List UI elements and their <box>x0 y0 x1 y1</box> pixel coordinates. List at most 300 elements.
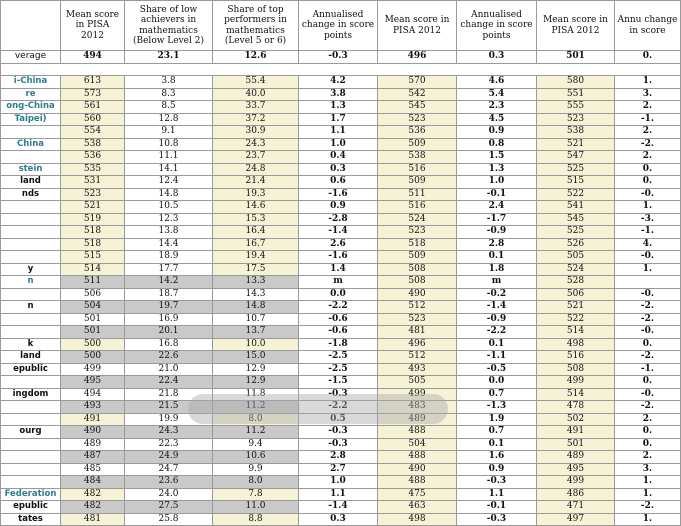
cell-read-trend: -0.2 <box>457 288 537 301</box>
country-row <box>1 251 681 264</box>
cell-math-mean: 573 <box>61 88 125 101</box>
country-row <box>1 376 681 389</box>
cell-math-mean: 490 <box>61 426 125 439</box>
oecd-math-low: 23.1 <box>125 51 213 64</box>
country-row <box>1 363 681 376</box>
cell-read-mean: 475 <box>378 488 457 501</box>
cell-math-low: 22.4 <box>125 376 213 389</box>
cell-math-low: 19.7 <box>125 301 213 314</box>
cell-read-mean: 509 <box>378 138 457 151</box>
cell-sci-mean: 478 <box>537 401 615 414</box>
cell-math-mean: 531 <box>61 176 125 189</box>
cell-math-low: 21.8 <box>125 388 213 401</box>
cell-sci-trend: -0. <box>615 251 681 264</box>
cell-math-mean: 491 <box>61 413 125 426</box>
cell-math-mean: 514 <box>61 263 125 276</box>
cell-math-mean: 485 <box>61 463 125 476</box>
cell-math-top: 15.3 <box>213 213 299 226</box>
cell-math-mean: 536 <box>61 151 125 164</box>
cell-math-low: 14.4 <box>125 238 213 251</box>
cell-read-mean: 488 <box>378 476 457 489</box>
country-name <box>1 438 61 451</box>
cell-math-low: 21.5 <box>125 401 213 414</box>
cell-math-mean: 500 <box>61 351 125 364</box>
cell-sci-trend: -2. <box>615 501 681 514</box>
country-row <box>1 276 681 289</box>
cell-math-mean: 484 <box>61 476 125 489</box>
cell-sci-mean: 521 <box>537 301 615 314</box>
header-math-top-performers: Share of top performers in mathematics (Level 5 or 6) <box>213 1 299 51</box>
country-row <box>1 126 681 139</box>
cell-sci-trend: 3. <box>615 463 681 476</box>
country-name <box>1 288 61 301</box>
cell-sci-trend: -0. <box>615 288 681 301</box>
cell-math-low: 22.6 <box>125 351 213 364</box>
country-name: stein <box>1 163 61 176</box>
cell-sci-mean: 524 <box>537 263 615 276</box>
cell-math-low: 14.1 <box>125 163 213 176</box>
cell-math-trend: -1.4 <box>299 501 378 514</box>
cell-math-low: 12.8 <box>125 113 213 126</box>
cell-math-low: 19.9 <box>125 413 213 426</box>
cell-math-mean: 511 <box>61 276 125 289</box>
cell-sci-mean: 547 <box>537 151 615 164</box>
country-row <box>1 426 681 439</box>
cell-math-low: 16.8 <box>125 338 213 351</box>
country-row <box>1 101 681 114</box>
cell-math-top: 12.9 <box>213 376 299 389</box>
cell-sci-trend: 2. <box>615 126 681 139</box>
cell-math-mean: 518 <box>61 226 125 239</box>
country-name: ourg <box>1 426 61 439</box>
cell-sci-mean: 525 <box>537 226 615 239</box>
cell-read-mean: 536 <box>378 126 457 139</box>
cell-read-trend: 0.7 <box>457 426 537 439</box>
cell-read-mean: 505 <box>378 376 457 389</box>
country-name <box>1 201 61 214</box>
cell-math-top: 30.9 <box>213 126 299 139</box>
cell-math-trend: 2.8 <box>299 451 378 464</box>
cell-read-mean: 538 <box>378 151 457 164</box>
cell-math-trend: 1.7 <box>299 113 378 126</box>
cell-sci-mean: 521 <box>537 138 615 151</box>
oecd-math-mean: 494 <box>61 51 125 64</box>
cell-math-mean: 493 <box>61 401 125 414</box>
cell-math-mean: 482 <box>61 488 125 501</box>
country-name: epublic <box>1 501 61 514</box>
cell-math-mean: 518 <box>61 238 125 251</box>
cell-read-trend: 1.0 <box>457 176 537 189</box>
cell-math-trend: -0.3 <box>299 438 378 451</box>
cell-sci-mean: 495 <box>537 463 615 476</box>
cell-math-mean: 481 <box>61 513 125 526</box>
cell-math-low: 24.0 <box>125 488 213 501</box>
country-name: nds <box>1 188 61 201</box>
cell-math-top: 8.8 <box>213 513 299 526</box>
header-science-mean: Mean score in PISA 2012 <box>537 1 615 51</box>
country-row <box>1 463 681 476</box>
cell-read-trend: 2.4 <box>457 201 537 214</box>
cell-math-low: 18.9 <box>125 251 213 264</box>
cell-read-trend: -1.4 <box>457 301 537 314</box>
cell-math-top: 10.6 <box>213 451 299 464</box>
cell-read-trend: -0.5 <box>457 363 537 376</box>
cell-math-trend: 0.5 <box>299 413 378 426</box>
cell-sci-trend: 0. <box>615 338 681 351</box>
cell-math-trend: -2.5 <box>299 351 378 364</box>
cell-math-low: 27.5 <box>125 501 213 514</box>
cell-math-trend: -0.3 <box>299 426 378 439</box>
country-name: tates <box>1 513 61 526</box>
cell-math-top: 7.8 <box>213 488 299 501</box>
cell-sci-mean: 486 <box>537 488 615 501</box>
cell-read-trend: -0.3 <box>457 513 537 526</box>
cell-read-trend: 0.1 <box>457 438 537 451</box>
cell-math-mean: 487 <box>61 451 125 464</box>
cell-math-low: 24.9 <box>125 451 213 464</box>
cell-math-top: 8.0 <box>213 413 299 426</box>
cell-math-low: 8.3 <box>125 88 213 101</box>
country-name: land <box>1 351 61 364</box>
cell-read-trend: 0.0 <box>457 376 537 389</box>
cell-math-low: 11.1 <box>125 151 213 164</box>
cell-sci-trend: 1. <box>615 263 681 276</box>
cell-math-trend: 0.9 <box>299 201 378 214</box>
oecd-read-mean: 496 <box>378 51 457 64</box>
cell-sci-trend: 1. <box>615 513 681 526</box>
cell-read-mean: 512 <box>378 351 457 364</box>
cell-math-mean: 494 <box>61 388 125 401</box>
cell-read-trend: m <box>457 276 537 289</box>
header-math-mean: Mean score in PISA 2012 <box>61 1 125 51</box>
cell-sci-mean: 491 <box>537 426 615 439</box>
cell-math-mean: 489 <box>61 438 125 451</box>
cell-sci-trend: 1. <box>615 488 681 501</box>
cell-read-trend: 1.1 <box>457 488 537 501</box>
cell-math-top: 11.0 <box>213 501 299 514</box>
country-row <box>1 188 681 201</box>
header-reading-trend: Annualised change in score points <box>457 1 537 51</box>
cell-math-trend: m <box>299 276 378 289</box>
country-row <box>1 313 681 326</box>
cell-math-mean: 560 <box>61 113 125 126</box>
oecd-average-label: verage <box>1 51 61 64</box>
cell-math-low: 13.8 <box>125 226 213 239</box>
cell-math-low: 20.1 <box>125 326 213 339</box>
cell-read-trend: 0.9 <box>457 463 537 476</box>
cell-read-mean: 490 <box>378 288 457 301</box>
country-row <box>1 513 681 526</box>
country-name <box>1 463 61 476</box>
country-row <box>1 88 681 101</box>
country-row <box>1 476 681 489</box>
cell-math-top: 19.3 <box>213 188 299 201</box>
cell-sci-trend: 1. <box>615 201 681 214</box>
cell-math-top: 11.2 <box>213 426 299 439</box>
cell-math-trend: -1.6 <box>299 188 378 201</box>
cell-read-mean: 512 <box>378 301 457 314</box>
cell-math-trend: -1.6 <box>299 251 378 264</box>
cell-sci-trend: -0. <box>615 188 681 201</box>
cell-math-trend: -0.6 <box>299 313 378 326</box>
cell-sci-trend: 2. <box>615 413 681 426</box>
cell-read-trend: 0.7 <box>457 388 537 401</box>
cell-math-top: 8.0 <box>213 476 299 489</box>
cell-math-top: 40.0 <box>213 88 299 101</box>
cell-math-trend: -2.2 <box>299 401 378 414</box>
cell-math-trend: 0.3 <box>299 163 378 176</box>
cell-read-mean: 481 <box>378 326 457 339</box>
oecd-math-trend: -0.3 <box>299 51 378 64</box>
cell-math-top: 9.4 <box>213 438 299 451</box>
cell-math-top: 9.9 <box>213 463 299 476</box>
cell-read-trend: 0.1 <box>457 251 537 264</box>
cell-sci-mean: 514 <box>537 388 615 401</box>
header-row <box>1 1 681 51</box>
cell-sci-trend: -3. <box>615 213 681 226</box>
cell-read-mean: 518 <box>378 238 457 251</box>
cell-read-mean: 489 <box>378 413 457 426</box>
cell-sci-mean: 501 <box>537 438 615 451</box>
country-row <box>1 151 681 164</box>
cell-math-trend: 3.8 <box>299 88 378 101</box>
country-row <box>1 163 681 176</box>
cell-math-top: 13.3 <box>213 276 299 289</box>
video-control-overlay <box>188 394 448 424</box>
country-name: i-China <box>1 76 61 89</box>
oecd-read-trend: 0.3 <box>457 51 537 64</box>
cell-read-trend: 2.3 <box>457 101 537 114</box>
cell-read-mean: 524 <box>378 213 457 226</box>
cell-sci-trend: 1. <box>615 476 681 489</box>
cell-math-low: 24.3 <box>125 426 213 439</box>
cell-math-trend: -2.2 <box>299 301 378 314</box>
cell-math-mean: 561 <box>61 101 125 114</box>
cell-sci-trend: 2. <box>615 101 681 114</box>
cell-sci-trend: 2. <box>615 451 681 464</box>
cell-math-top: 21.4 <box>213 176 299 189</box>
cell-sci-mean: 514 <box>537 326 615 339</box>
country-name: n <box>1 276 61 289</box>
country-name <box>1 251 61 264</box>
cell-sci-mean: 499 <box>537 376 615 389</box>
cell-read-trend: 4.6 <box>457 76 537 89</box>
country-row <box>1 288 681 301</box>
cell-math-low: 23.6 <box>125 476 213 489</box>
cell-math-low: 8.5 <box>125 101 213 114</box>
cell-math-low: 21.0 <box>125 363 213 376</box>
country-name <box>1 213 61 226</box>
country-name <box>1 376 61 389</box>
cell-math-low: 12.4 <box>125 176 213 189</box>
cell-sci-mean: 502 <box>537 413 615 426</box>
country-row <box>1 176 681 189</box>
cell-sci-mean: 526 <box>537 238 615 251</box>
cell-read-trend: 0.8 <box>457 138 537 151</box>
cell-math-top: 37.2 <box>213 113 299 126</box>
cell-math-top: 23.7 <box>213 151 299 164</box>
cell-math-mean: 535 <box>61 163 125 176</box>
cell-math-low: 18.7 <box>125 288 213 301</box>
cell-read-trend: 0.9 <box>457 126 537 139</box>
country-name: Taipei) <box>1 113 61 126</box>
cell-math-top: 11.8 <box>213 388 299 401</box>
country-name <box>1 451 61 464</box>
cell-math-top: 14.8 <box>213 301 299 314</box>
country-row <box>1 138 681 151</box>
oecd-math-top: 12.6 <box>213 51 299 64</box>
cell-read-mean: 490 <box>378 463 457 476</box>
cell-math-trend: -2.8 <box>299 213 378 226</box>
cell-read-trend: 4.5 <box>457 113 537 126</box>
cell-math-top: 33.7 <box>213 101 299 114</box>
cell-math-top: 15.0 <box>213 351 299 364</box>
cell-read-mean: 493 <box>378 363 457 376</box>
cell-math-trend: 1.3 <box>299 101 378 114</box>
country-row <box>1 201 681 214</box>
cell-math-trend: -1.4 <box>299 226 378 239</box>
cell-read-trend: 1.6 <box>457 451 537 464</box>
country-name <box>1 476 61 489</box>
cell-math-trend: 0.6 <box>299 176 378 189</box>
country-row <box>1 338 681 351</box>
country-name <box>1 126 61 139</box>
cell-read-trend: 1.8 <box>457 263 537 276</box>
cell-read-trend: -0.1 <box>457 188 537 201</box>
cell-sci-mean: 497 <box>537 513 615 526</box>
cell-sci-mean: 525 <box>537 163 615 176</box>
cell-sci-trend: 0. <box>615 176 681 189</box>
cell-math-top: 16.7 <box>213 238 299 251</box>
cell-sci-mean: 522 <box>537 313 615 326</box>
country-row <box>1 501 681 514</box>
country-name <box>1 151 61 164</box>
country-row <box>1 76 681 89</box>
cell-sci-mean: 555 <box>537 101 615 114</box>
cell-math-low: 10.5 <box>125 201 213 214</box>
cell-sci-trend: 0. <box>615 438 681 451</box>
cell-sci-mean: 506 <box>537 288 615 301</box>
cell-math-trend: -1.8 <box>299 338 378 351</box>
cell-math-low: 14.2 <box>125 276 213 289</box>
header-country <box>1 1 61 51</box>
header-math-trend: Annualised change in score points <box>299 1 378 51</box>
cell-read-mean: 488 <box>378 451 457 464</box>
cell-read-mean: 523 <box>378 226 457 239</box>
cell-sci-mean: 508 <box>537 363 615 376</box>
country-row <box>1 438 681 451</box>
cell-read-mean: 508 <box>378 263 457 276</box>
cell-math-low: 16.9 <box>125 313 213 326</box>
country-row <box>1 326 681 339</box>
country-name <box>1 413 61 426</box>
cell-read-trend: -1.3 <box>457 401 537 414</box>
cell-math-trend: 4.2 <box>299 76 378 89</box>
cell-math-mean: 482 <box>61 501 125 514</box>
country-name: y <box>1 263 61 276</box>
cell-math-mean: 538 <box>61 138 125 151</box>
country-name <box>1 226 61 239</box>
cell-read-trend: 5.4 <box>457 88 537 101</box>
cell-math-top: 19.4 <box>213 251 299 264</box>
cell-read-mean: 516 <box>378 201 457 214</box>
cell-math-trend: 2.7 <box>299 463 378 476</box>
cell-math-mean: 554 <box>61 126 125 139</box>
cell-sci-mean: 528 <box>537 276 615 289</box>
cell-read-trend: 2.8 <box>457 238 537 251</box>
cell-sci-mean: 538 <box>537 126 615 139</box>
cell-sci-mean: 545 <box>537 213 615 226</box>
header-reading-mean: Mean score in PISA 2012 <box>378 1 457 51</box>
oecd-sci-mean: 501 <box>537 51 615 64</box>
country-name <box>1 313 61 326</box>
country-name: n <box>1 301 61 314</box>
cell-math-mean: 499 <box>61 363 125 376</box>
header-science-trend: Annu change in score <box>615 1 681 51</box>
cell-math-top: 55.4 <box>213 76 299 89</box>
cell-read-mean: 508 <box>378 276 457 289</box>
cell-sci-trend <box>615 276 681 289</box>
cell-sci-trend: 0. <box>615 376 681 389</box>
cell-read-trend: -0.9 <box>457 226 537 239</box>
cell-math-low: 9.1 <box>125 126 213 139</box>
cell-math-low: 24.7 <box>125 463 213 476</box>
cell-math-low: 25.8 <box>125 513 213 526</box>
cell-math-mean: 500 <box>61 338 125 351</box>
cell-math-mean: 613 <box>61 76 125 89</box>
cell-read-trend: -0.1 <box>457 501 537 514</box>
country-name <box>1 401 61 414</box>
cell-read-mean: 545 <box>378 101 457 114</box>
oecd-average-row <box>1 51 681 64</box>
country-row <box>1 301 681 314</box>
country-row <box>1 213 681 226</box>
cell-math-mean: 521 <box>61 201 125 214</box>
cell-sci-trend: 3. <box>615 88 681 101</box>
cell-read-mean: 498 <box>378 513 457 526</box>
cell-read-mean: 516 <box>378 163 457 176</box>
cell-sci-mean: 505 <box>537 251 615 264</box>
cell-sci-trend: 0. <box>615 163 681 176</box>
cell-read-mean: 542 <box>378 88 457 101</box>
header-math-low-achievers: Share of low achievers in mathematics (Below Level 2) <box>125 1 213 51</box>
cell-sci-trend: -0. <box>615 326 681 339</box>
cell-sci-trend: -2. <box>615 301 681 314</box>
cell-read-trend: -2.2 <box>457 326 537 339</box>
cell-math-top: 24.8 <box>213 163 299 176</box>
cell-math-low: 10.8 <box>125 138 213 151</box>
cell-read-trend: -0.9 <box>457 313 537 326</box>
cell-sci-mean: 499 <box>537 476 615 489</box>
cell-read-mean: 483 <box>378 401 457 414</box>
cell-math-trend: 1.1 <box>299 488 378 501</box>
cell-read-mean: 509 <box>378 251 457 264</box>
cell-sci-mean: 516 <box>537 351 615 364</box>
cell-math-top: 11.2 <box>213 401 299 414</box>
cell-math-top: 10.0 <box>213 338 299 351</box>
cell-math-mean: 501 <box>61 313 125 326</box>
cell-math-trend: 1.4 <box>299 263 378 276</box>
cell-sci-mean: 498 <box>537 338 615 351</box>
cell-read-mean: 488 <box>378 426 457 439</box>
cell-math-trend: 0.3 <box>299 513 378 526</box>
cell-math-top: 12.9 <box>213 363 299 376</box>
oecd-sci-trend: 0. <box>615 51 681 64</box>
cell-math-low: 12.3 <box>125 213 213 226</box>
country-name <box>1 326 61 339</box>
cell-math-top: 14.3 <box>213 288 299 301</box>
cell-math-trend: -2.5 <box>299 363 378 376</box>
